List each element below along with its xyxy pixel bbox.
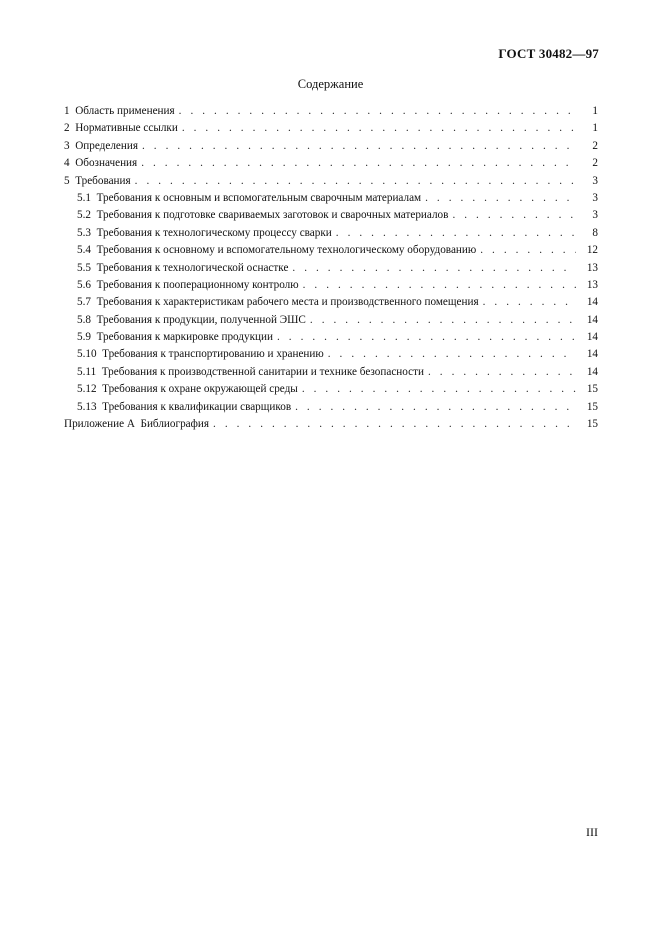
toc-entry-label: Требования к транспортированию и хранению <box>102 348 324 361</box>
toc-entry-page: 14 <box>586 365 598 378</box>
toc-entry-page: 13 <box>586 278 598 291</box>
toc-entry <box>64 277 598 294</box>
toc-entry-page: 2 <box>592 157 598 170</box>
toc-leader-dots <box>302 381 576 398</box>
toc-entry <box>64 312 598 329</box>
toc-leader-dots <box>182 120 576 137</box>
toc-entry-number: 5.4 <box>77 244 91 257</box>
toc-entry-number: 1 <box>64 105 70 117</box>
toc-entry-number: 2 <box>64 122 70 135</box>
toc-entry-number: 3 <box>64 139 70 152</box>
page-number: III <box>586 825 598 839</box>
toc-entry <box>64 260 598 277</box>
toc-entry <box>64 381 598 398</box>
toc-entry-number: 5.2 <box>77 209 91 222</box>
toc-entry-page: 14 <box>586 296 598 309</box>
toc-entry-number: 5.8 <box>77 313 91 326</box>
toc-entry <box>64 190 598 207</box>
toc-leader-dots <box>480 242 576 259</box>
toc-leader-dots <box>295 399 576 416</box>
toc-entry-page: 14 <box>586 348 598 361</box>
toc-entry <box>64 416 598 433</box>
toc-entry-page: 14 <box>586 331 598 344</box>
toc-entry-label: Требования к производственной санитарии и технике безопасности <box>101 365 424 378</box>
toc-leader-dots <box>213 416 576 433</box>
toc-entry-label: Требования к маркировке продукции <box>96 331 273 344</box>
toc-entry-number: 5.5 <box>77 261 91 274</box>
toc-leader-dots <box>425 190 576 207</box>
toc-entry-page: 15 <box>586 400 598 413</box>
toc-leader-dots <box>483 294 576 311</box>
toc-entry <box>64 103 598 120</box>
toc-entry-page: 12 <box>586 244 598 257</box>
toc-entry-number: 5.11 <box>77 365 97 378</box>
toc-entry-number: Приложение А <box>64 418 135 431</box>
toc-entry <box>64 138 598 155</box>
toc-entry-number: 5.10 <box>77 348 97 361</box>
toc-entry <box>64 399 598 416</box>
toc-entry-number: 5.12 <box>77 383 97 396</box>
toc-entry-page: 15 <box>586 383 598 396</box>
toc-entry-number: 5.7 <box>77 296 91 309</box>
toc-title: Содержание <box>297 77 364 91</box>
toc-entry-label: Требования к основному и вспомогательному технологическому оборудованию <box>96 244 477 257</box>
toc-entry-page: 2 <box>592 139 598 152</box>
toc-entry-label: Область применения <box>75 105 175 117</box>
toc-leader-dots <box>135 173 576 190</box>
toc-entry-page: 14 <box>586 313 598 326</box>
toc-leader-dots <box>277 329 576 346</box>
table-of-contents <box>64 103 598 433</box>
toc-entry <box>64 207 598 224</box>
toc-entry-label: Требования к технологической оснастке <box>96 261 289 274</box>
toc-entry-number: 4 <box>64 157 70 170</box>
toc-entry-label: Требования к характеристикам рабочего места и производственного помещения <box>96 296 479 309</box>
toc-entry <box>64 225 598 242</box>
toc-entry <box>64 155 598 172</box>
toc-leader-dots <box>328 346 576 363</box>
toc-entry-label: Требования к пооперационному контролю <box>96 278 299 291</box>
toc-entry-label: Библиография <box>140 418 210 431</box>
toc-entry-number: 5.6 <box>77 278 91 291</box>
toc-entry <box>64 294 598 311</box>
toc-leader-dots <box>292 260 576 277</box>
toc-leader-dots <box>428 364 576 381</box>
toc-entry-label: Требования к продукции, полученной ЭШС <box>96 313 306 326</box>
toc-entry-page: 3 <box>592 209 598 222</box>
toc-entry-label: Определения <box>75 139 138 152</box>
toc-leader-dots <box>452 207 576 224</box>
toc-entry-number: 5 <box>64 174 70 187</box>
toc-entry <box>64 364 598 381</box>
toc-entry-page: 1 <box>592 105 598 117</box>
toc-entry-label: Обозначения <box>75 157 138 170</box>
toc-entry-page: 13 <box>586 261 598 274</box>
toc-leader-dots <box>336 225 576 242</box>
toc-leader-dots <box>141 155 576 172</box>
toc-leader-dots <box>303 277 576 294</box>
toc-entry-page: 8 <box>592 226 598 239</box>
toc-entry <box>64 120 598 137</box>
toc-entry-number: 5.13 <box>77 400 97 413</box>
document-id: ГОСТ 30482—97 <box>498 46 599 61</box>
toc-entry-label: Требования к охране окружающей среды <box>102 383 298 396</box>
toc-entry-page: 1 <box>592 122 598 135</box>
toc-entry <box>64 173 598 190</box>
toc-leader-dots <box>142 138 576 155</box>
toc-entry-label: Требования к технологическому процессу сварки <box>96 226 332 239</box>
toc-entry-label: Требования к подготовке свариваемых заготовок и сварочных материалов <box>96 209 449 222</box>
toc-entry-label: Нормативные ссылки <box>75 122 178 135</box>
toc-entry <box>64 346 598 363</box>
toc-entry-page: 3 <box>592 191 598 204</box>
toc-entry-label: Требования к основным и вспомогательным сварочным материалам <box>96 191 422 204</box>
toc-entry-label: Требования к квалификации сварщиков <box>102 400 292 413</box>
toc-leader-dots <box>310 312 576 329</box>
toc-leader-dots <box>179 103 576 120</box>
toc-entry-number: 5.3 <box>77 226 91 239</box>
toc-entry <box>64 242 598 259</box>
toc-entry-number: 5.9 <box>77 331 91 344</box>
toc-entry-label: Требования <box>75 174 131 187</box>
toc-entry-number: 5.1 <box>77 191 91 204</box>
toc-entry-page: 3 <box>592 174 598 187</box>
toc-entry <box>64 329 598 346</box>
toc-entry-page: 15 <box>586 418 598 431</box>
